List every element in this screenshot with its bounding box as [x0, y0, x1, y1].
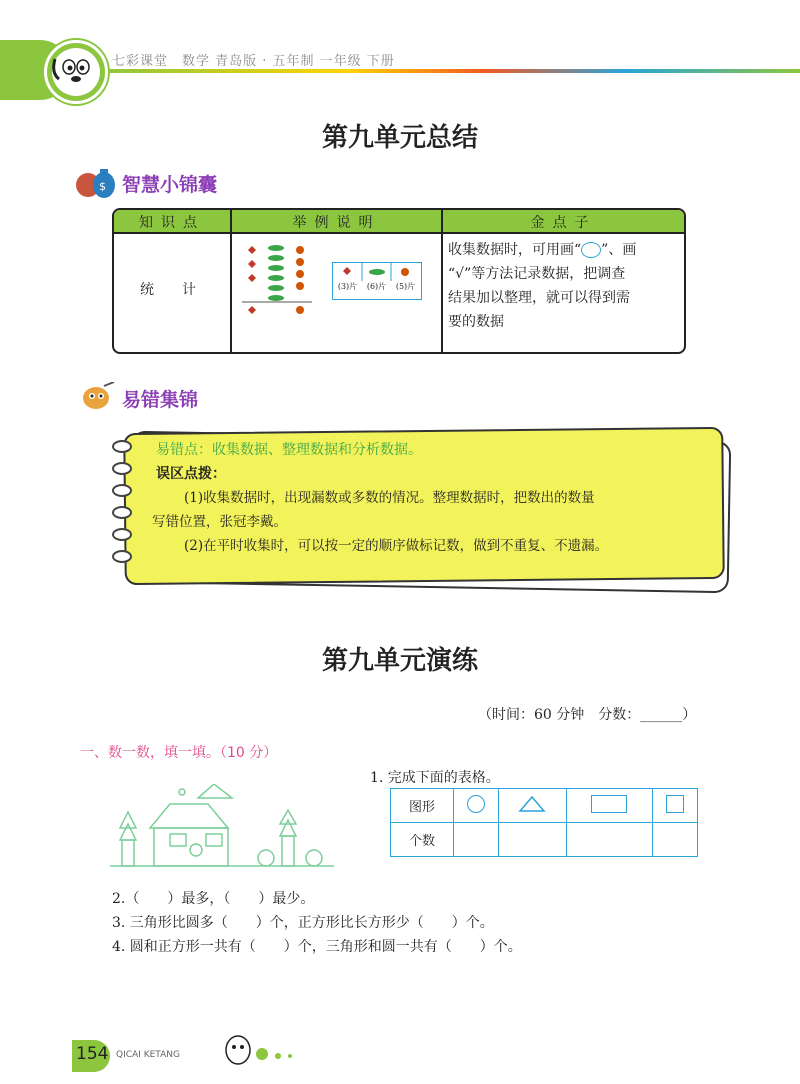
rectangle-icon — [566, 789, 653, 823]
misconception-para1b: 写错位置，张冠李戴。 — [152, 514, 287, 530]
shape-count-table — [390, 788, 698, 857]
circle-icon — [454, 789, 499, 823]
time-score: （时间：60 分钟 分数：______） — [478, 707, 697, 723]
count-rectangle-blank[interactable] — [566, 823, 653, 857]
header-golden-tip: 金点子 — [530, 215, 597, 231]
question-4: 4. 圆和正方形一共有（ ）个，三角形和圆一共有（ ）个。 — [112, 939, 522, 955]
square-icon — [653, 789, 698, 823]
count-green-leaf: (6)片 — [366, 282, 387, 291]
money-bag-icon — [74, 165, 116, 203]
section-wisdom-tips: 智慧小锦囊 — [122, 174, 218, 196]
house-shapes-picture — [110, 784, 340, 874]
count-circle-blank[interactable] — [454, 823, 499, 857]
blue-circle-icon — [581, 242, 601, 258]
ring-icon — [112, 528, 132, 541]
section-error-collection: 易错集锦 — [122, 389, 199, 411]
count-orange-leaf: (5)片 — [395, 282, 416, 291]
golden-tip-text: 收集数据时，可用画“ ”、画 “√”等方法记录数据，把调查 结果加以整理，就可以得到需 要的数据 — [448, 242, 637, 330]
header-example: 举例说明 — [292, 215, 381, 231]
error-point-text: 收集数据、整理数据和分析数据。 — [212, 442, 422, 458]
misconception-label: 误区点拨： — [156, 466, 226, 482]
count-triangle-blank[interactable] — [498, 823, 566, 857]
misconception-para1: (1)收集数据时，出现漏数或多数的情况。整理数据时，把数出的数量 — [184, 490, 595, 506]
ring-icon — [112, 550, 132, 563]
ring-icon — [112, 462, 132, 475]
footer-mascot-icon — [222, 1030, 312, 1074]
leaf-count-box — [332, 262, 422, 300]
dog-mascot-icon — [47, 43, 105, 101]
count-red-leaf: (3)片 — [337, 282, 358, 291]
question-3: 3. 三角形比圆多（ ）个，正方形比长方形少（ ）个。 — [112, 915, 494, 931]
header-knowledge-point: 知识点 — [139, 215, 205, 231]
exercise-title: 第九单元演练 — [321, 646, 478, 676]
row-label-count: 个数 — [391, 823, 454, 857]
svg-text:$: $ — [99, 180, 106, 193]
topic-statistics: 统 计 — [140, 282, 196, 298]
mascot-pencil-icon — [76, 382, 118, 416]
misconception-para2: (2)在平时收集时，可以按一定的顺序做标记数，做到不重复、不遗漏。 — [184, 538, 609, 554]
notebook-content — [152, 438, 712, 558]
question-1: 1. 完成下面的表格。 — [370, 770, 500, 786]
ring-icon — [112, 506, 132, 519]
part1-heading: 一、数一数，填一填。（10 分） — [80, 745, 278, 761]
page-number: 154 — [76, 1044, 109, 1064]
row-label-shape: 图形 — [391, 789, 454, 823]
knowledge-table — [112, 208, 686, 354]
triangle-icon — [498, 789, 566, 823]
mascot-logo — [44, 40, 108, 104]
question-2: 2.（ ）最多，（ ）最少。 — [112, 891, 315, 907]
ring-icon — [112, 484, 132, 497]
count-square-blank[interactable] — [653, 823, 698, 857]
leaf-tally-illustration — [242, 240, 322, 324]
footer-brand: QICAI KETANG — [116, 1050, 180, 1060]
header-title: 七彩课堂 数学 青岛版 · 五年制 一年级 下册 — [112, 54, 395, 69]
error-point-label: 易错点： — [156, 442, 212, 458]
ring-icon — [112, 440, 132, 453]
summary-title: 第九单元总结 — [321, 123, 478, 153]
